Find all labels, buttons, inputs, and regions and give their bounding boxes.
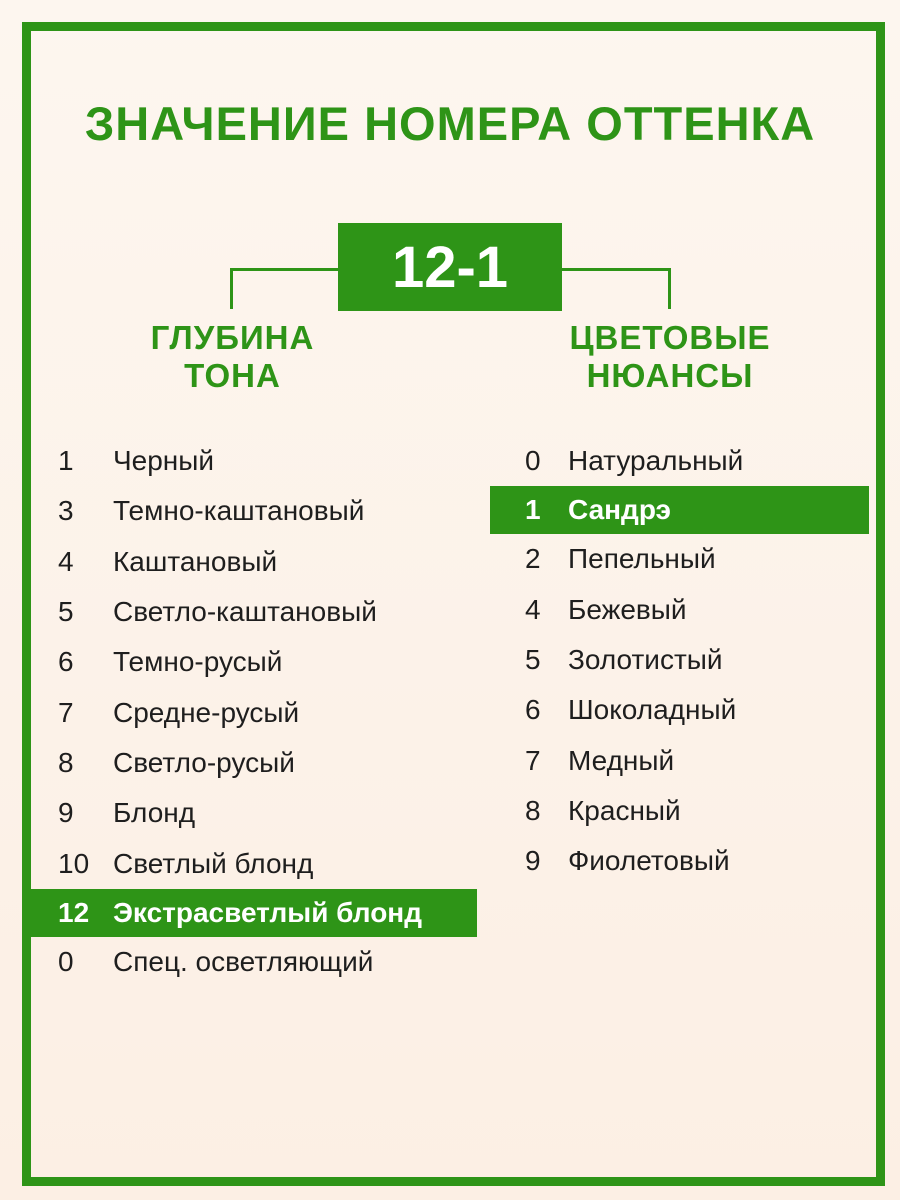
depth-heading	[120, 319, 345, 395]
nuance-item	[490, 534, 869, 584]
depth-item-label: Спец. осветляющий	[113, 945, 374, 977]
nuance-item	[490, 786, 869, 836]
depth-item	[30, 937, 477, 987]
depth-item	[30, 637, 477, 687]
nuance-item-label: Фиолетовый	[568, 845, 730, 877]
nuance-heading-line: ЦВЕТОВЫЕ	[569, 319, 771, 356]
nuance-item	[490, 635, 869, 685]
depth-item-label: Блонд	[113, 797, 196, 829]
depth-item-number: 1	[58, 445, 74, 477]
depth-item-number: 6	[58, 646, 74, 678]
nuance-item	[490, 436, 869, 486]
nuance-item-number: 4	[525, 593, 541, 625]
nuance-item-number: 8	[525, 794, 541, 826]
left-connector-line	[230, 268, 341, 309]
nuance-item-number: 1	[525, 494, 541, 526]
depth-item	[30, 738, 477, 788]
depth-item-number: 5	[58, 596, 74, 628]
nuance-item-label: Золотистый	[568, 644, 723, 676]
depth-item-number: 10	[58, 847, 90, 879]
depth-item	[30, 436, 477, 486]
depth-item	[30, 486, 477, 536]
nuance-item	[490, 735, 869, 785]
nuance-item-number: 9	[525, 845, 541, 877]
depth-item	[30, 537, 477, 587]
nuance-heading-line: НЮАНСЫ	[586, 357, 754, 394]
nuance-item-label: Бежевый	[568, 593, 687, 625]
depth-item	[30, 788, 477, 838]
depth-item	[30, 587, 477, 637]
nuance-item-label: Натуральный	[568, 445, 744, 477]
nuance-item-label: Шоколадный	[568, 694, 737, 726]
nuance-item-label: Пепельный	[568, 543, 716, 575]
nuance-item	[490, 836, 869, 886]
depth-item-label: Светлый блонд	[113, 847, 314, 879]
depth-item-label: Темно-русый	[113, 646, 283, 678]
nuance-item-label: Красный	[568, 794, 681, 826]
nuance-list	[490, 436, 869, 886]
depth-item-number: 0	[58, 945, 74, 977]
nuance-item-number: 5	[525, 644, 541, 676]
depth-item	[30, 687, 477, 737]
nuance-item	[490, 685, 869, 735]
depth-item-label: Светло-русый	[113, 746, 295, 778]
right-connector-line	[562, 268, 671, 309]
depth-item-number: 8	[58, 746, 74, 778]
depth-item-label: Экстрасветлый блонд	[113, 896, 422, 928]
depth-item-number: 7	[58, 696, 74, 728]
nuance-item	[490, 585, 869, 635]
depth-item-number: 4	[58, 545, 74, 577]
shade-code: 12-1	[391, 234, 509, 300]
depth-item-label: Средне-русый	[113, 696, 300, 728]
nuance-heading	[540, 319, 800, 395]
nuance-item-number: 2	[525, 543, 541, 575]
depth-item-number: 12	[58, 896, 90, 928]
depth-item-selected	[30, 889, 477, 937]
shade-code-box	[338, 223, 562, 311]
depth-item-label: Светло-каштановый	[113, 596, 377, 628]
depth-item-label: Черный	[113, 445, 215, 477]
depth-item	[30, 838, 477, 888]
nuance-item-number: 0	[525, 445, 541, 477]
nuance-item-label: Сандрэ	[568, 494, 672, 526]
nuance-item-label: Медный	[568, 744, 675, 776]
depth-list	[30, 436, 477, 987]
nuance-item-selected	[490, 486, 869, 534]
depth-item-label: Каштановый	[113, 545, 278, 577]
depth-heading-line: ТОНА	[184, 357, 281, 394]
depth-item-number: 9	[58, 797, 74, 829]
depth-heading-line: ГЛУБИНА	[150, 319, 315, 356]
nuance-item-number: 6	[525, 694, 541, 726]
nuance-item-number: 7	[525, 744, 541, 776]
depth-item-number: 3	[58, 495, 74, 527]
depth-item-label: Темно-каштановый	[113, 495, 365, 527]
page-title: ЗНАЧЕНИЕ НОМЕРА ОТТЕНКА	[84, 97, 816, 150]
